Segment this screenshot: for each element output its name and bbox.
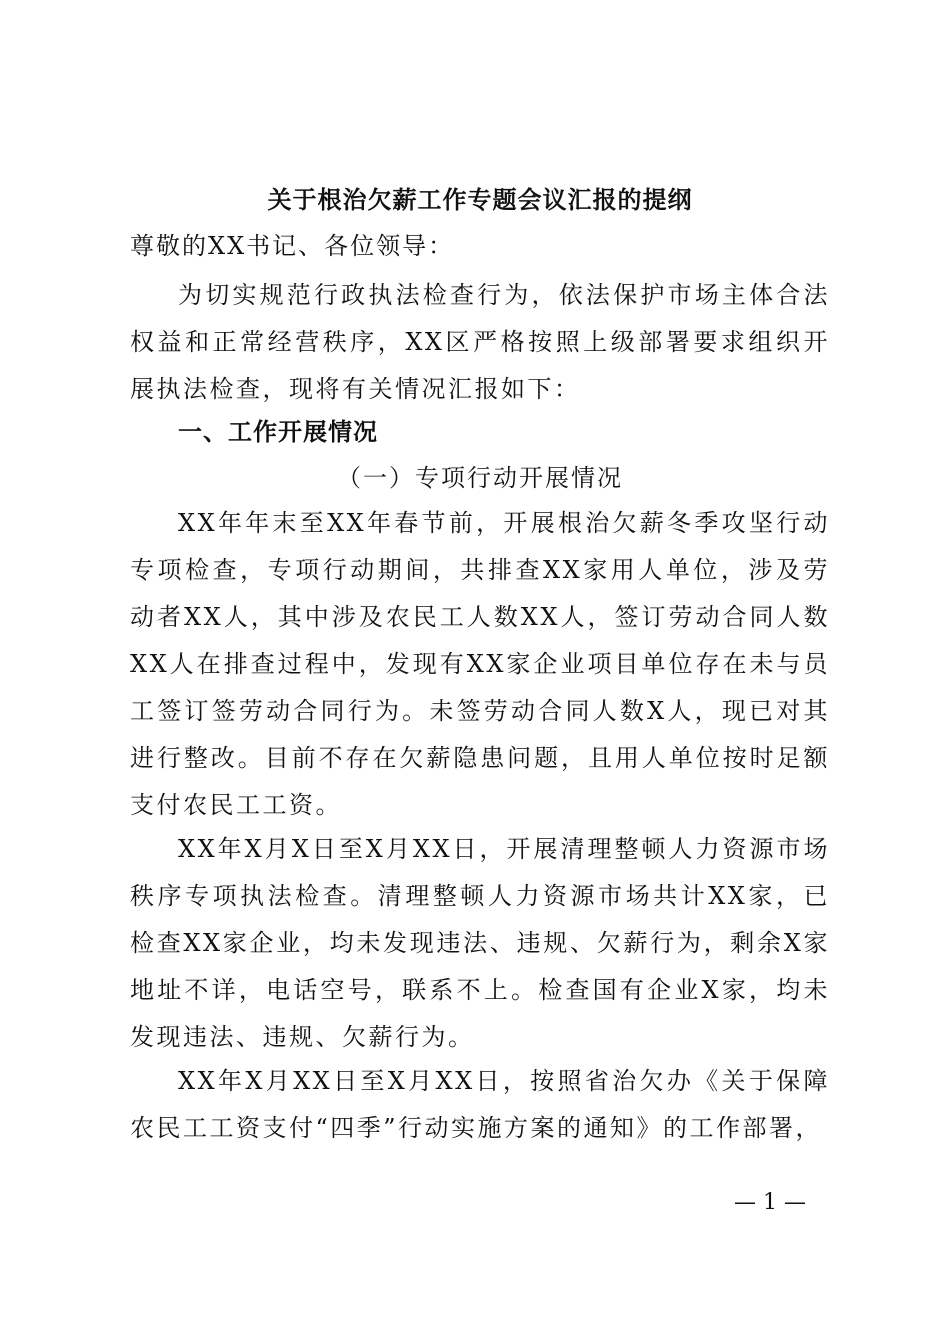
subsection-heading: （一）专项行动开展情况 <box>337 464 623 492</box>
section-heading: 一、工作开展情况 <box>178 418 378 446</box>
body-paragraph: XX年X月X日至X月XX日，开展清理整顿人力资源市场秩序专项执法检查。清理整顿人力资源市场共计XX家，已检查XX家企业，均未发现违法、违规、欠薪行为，剩余X家地址不详，电话空号，联系不上。检查国有企业X家，均未发现违法、违规、欠薪行为。 <box>130 835 830 1051</box>
document-title: 关于根治欠薪工作专题会议汇报的提纲 <box>267 185 693 214</box>
intro-paragraph: 为切实规范行政执法检查行为，依法保护市场主体合法权益和正常经营秩序，XX区严格按照上级部署要求组织开展执法检查，现将有关情况汇报如下： <box>130 281 830 403</box>
body-paragraph: XX年年末至XX年春节前，开展根治欠薪冬季攻坚行动专项检查，专项行动期间，共排查XX家用人单位，涉及劳动者XX人，其中涉及农民工人数XX人，签订劳动合同人数XX人在排查过程中，发现有XX家企业项目单位存在未与员工签订签劳动合同行为。未签劳动合同人数X人，现已对其进行整改。目前不存在欠薪隐患问题，且用人单位按时足额支付农民工工资。 <box>130 509 830 819</box>
salutation: 尊敬的XX书记、各位领导： <box>130 232 455 260</box>
page-number: — 1 — <box>734 1190 806 1215</box>
body-paragraph: XX年X月XX日至X月XX日，按照省治欠办《关于保障农民工工资支付“四季”行动实施方案的通知》的工作部署， <box>130 1067 830 1142</box>
